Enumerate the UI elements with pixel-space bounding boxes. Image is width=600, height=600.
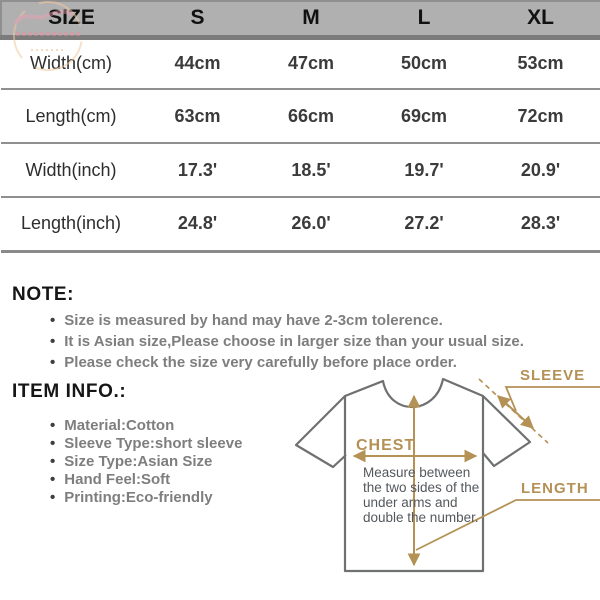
cell-value: 72cm — [517, 105, 564, 126]
cell-value: 66cm — [287, 105, 335, 126]
note-bullet-list — [50, 310, 572, 373]
cell-value: 69cm — [400, 105, 448, 126]
header-cell-size: SIZE — [1, 1, 141, 37]
table-row — [1, 143, 600, 197]
cell-value: 53cm — [517, 53, 564, 74]
item-info-heading: ITEM INFO.: — [12, 381, 127, 402]
tshirt-measure-diagram — [280, 366, 600, 600]
cell-value: 24.8' — [177, 213, 218, 234]
size-table — [0, 0, 600, 253]
cell-value: 17.3' — [177, 159, 218, 180]
header-cell-l: L — [368, 1, 480, 37]
table-row — [1, 89, 600, 143]
cell-value: 50cm — [400, 53, 448, 74]
note-heading: NOTE: — [12, 284, 75, 305]
sleeve-label: SLEEVE — [520, 367, 586, 384]
item-info-section — [12, 381, 312, 507]
item-info-bullet: • Sleeve Type:short sleeve — [50, 435, 312, 453]
cell-value: 19.7' — [404, 159, 444, 180]
table-header-row — [1, 1, 600, 37]
row-label: Length(inch) — [20, 213, 122, 234]
note-bullet: • Size is measured by hand may have 2-3cm tolerence. — [50, 310, 572, 331]
cell-value: 44cm — [174, 53, 221, 74]
sleeve-leader-line — [506, 387, 600, 411]
cell-value: 18.5' — [291, 159, 331, 180]
size-table-header — [1, 1, 600, 37]
item-info-bullet: • Material:Cotton — [50, 417, 312, 435]
row-label: Length(cm) — [25, 105, 117, 126]
tshirt-right-sleeve — [483, 396, 530, 466]
item-info-bullet: • Printing:Eco-friendly — [50, 489, 312, 507]
chest-measure-note: Measure between the two sides of the under arms and double the number. — [363, 465, 480, 525]
cell-value: 63cm — [174, 105, 221, 126]
header-cell-s: S — [141, 1, 254, 37]
cell-value: 20.9' — [520, 159, 561, 180]
length-label: LENGTH — [521, 480, 589, 497]
note-bullet: • Please check the size very carefully before place order. — [50, 352, 572, 373]
row-label: Width(inch) — [25, 159, 117, 180]
header-cell-xl: XL — [480, 1, 600, 37]
item-info-bullet: • Size Type:Asian Size — [50, 453, 312, 471]
item-info-bullet: • Hand Feel:Soft — [50, 471, 312, 489]
note-section — [12, 284, 572, 373]
cell-value: 47cm — [287, 53, 335, 74]
row-label: Width(cm) — [30, 53, 112, 74]
header-cell-m: M — [254, 1, 368, 37]
cell-value: 26.0' — [291, 213, 331, 234]
chest-label: CHEST — [356, 437, 416, 454]
table-row — [1, 197, 600, 251]
sleeve-arrow — [498, 396, 533, 428]
table-row — [1, 37, 600, 89]
note-bullet: • It is Asian size,Please choose in larger size than your usual size. — [50, 331, 572, 352]
tshirt-left-sleeve — [296, 396, 346, 467]
cell-value: 28.3' — [520, 213, 561, 234]
cell-value: 27.2' — [404, 213, 444, 234]
item-info-bullet-list — [50, 417, 312, 507]
